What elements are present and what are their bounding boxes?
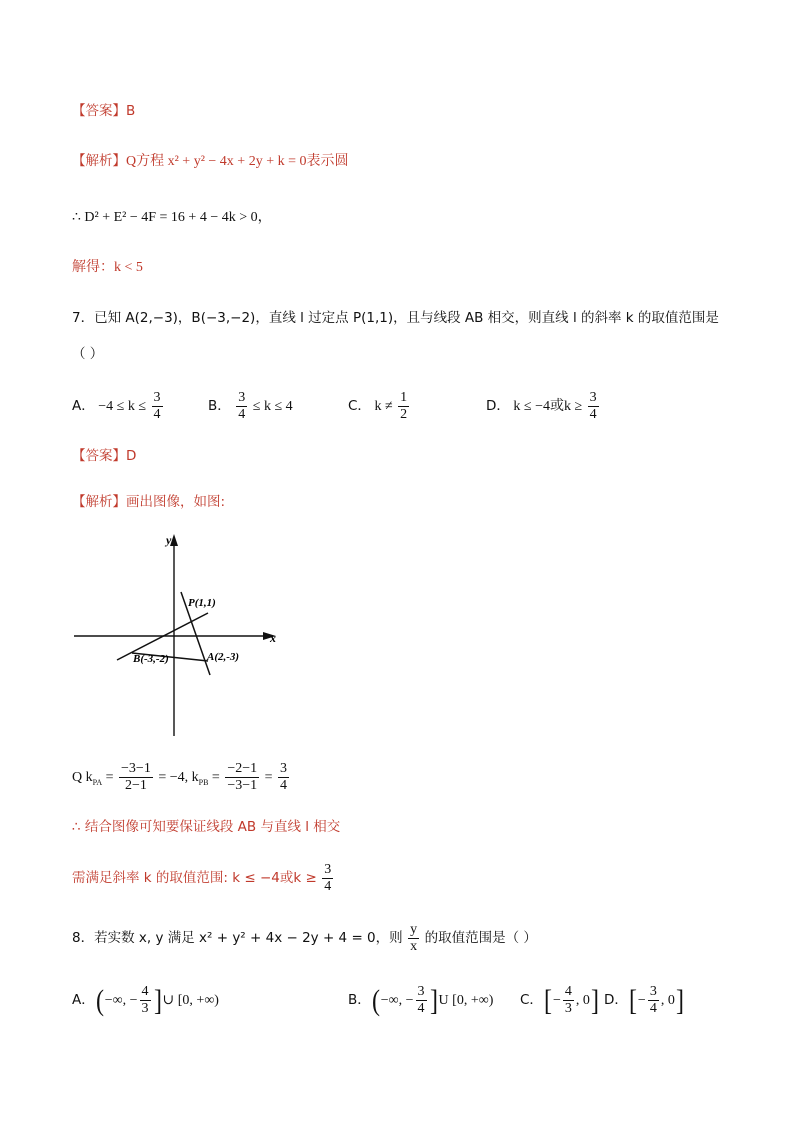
q6-analysis-line3: 解得：k < 5 (72, 260, 143, 275)
answer-value: D (126, 448, 137, 464)
analysis-text: Q方程 x² + y² − 4x + 2y + k = 0表示圆 (126, 154, 349, 169)
slope-computation: Q $k_{PA}$ = $\frac{-3-1}{2-1}$ = −4, $k_{PB}$ = $\frac{-2-1}{-3-1}$ = $\frac{3}{4}$ (72, 761, 288, 794)
q7-option-a: A． −4 ≤ k ≤ $\frac{3}{4}$ (72, 390, 161, 423)
q6-answer-line (72, 101, 135, 122)
q7-stem: 7．已知 A(2,−3)，B(−3,−2)，直线 l 过定点 P(1,1)，且与线段 AB 相交，则直线 l 的斜率 k 的取值范围是 (72, 310, 719, 326)
q7-answer-line (72, 446, 136, 467)
point-p-label: P(1,1) (188, 597, 216, 609)
answer-tag: 【答案】 (72, 103, 126, 119)
point-a-label: A(2,-3) (207, 651, 240, 663)
answer-tag: 【答案】 (72, 448, 126, 464)
answer-value: B (126, 103, 136, 119)
q7-analysis-line (72, 492, 225, 513)
q7-option-b: B． $\frac{3}{4}$ ≤ k ≤ 4 (208, 390, 293, 423)
conclusion-line1: ∴ 结合图像可知要保证线段 AB 与直线 l 相交 (72, 819, 341, 835)
q6-analysis-line2: ∴ D² + E² − 4F = 16 + 4 − 4k > 0， (72, 210, 272, 225)
analysis-tag: 【解析】 (72, 153, 126, 169)
q7-option-c: C． k ≠ $\frac{1}{2}$ (348, 390, 408, 423)
analysis-text: 画出图像，如图: (126, 494, 226, 510)
q8-option-b: B．(−∞, − $\frac{3}{4}$ ]U [0, +∞) (348, 983, 494, 1017)
point-b-label: B(-3,-2) (133, 653, 169, 665)
q8-stem: 8．若实数 x, y 满足 x² + y² + 4x − 2y + 4 = 0，则 $\frac{y}{x}$ 的取值范围是（ ） (72, 922, 537, 955)
conclusion-line2: 需满足斜率 k 的取值范围: k ≤ −4或k ≥ $\frac{3}{4}$ (72, 862, 332, 895)
q8-option-c: C．[− $\frac{4}{3}$ , 0] (520, 983, 599, 1017)
q8-option-d: D．[− $\frac{3}{4}$ , 0] (604, 983, 684, 1017)
q7-option-d: D． k ≤ −4或k ≥ $\frac{3}{4}$ (486, 390, 597, 423)
coordinate-figure (70, 530, 285, 742)
y-axis-label: y (166, 533, 172, 547)
analysis-tag: 【解析】 (72, 494, 126, 510)
q7-paren: （ ） (72, 346, 104, 362)
q8-option-a: A．(−∞, − $\frac{4}{3}$ ]∪ [0, +∞) (72, 983, 219, 1017)
q6-analysis-line1 (72, 151, 348, 172)
x-axis-label: x (270, 631, 276, 645)
